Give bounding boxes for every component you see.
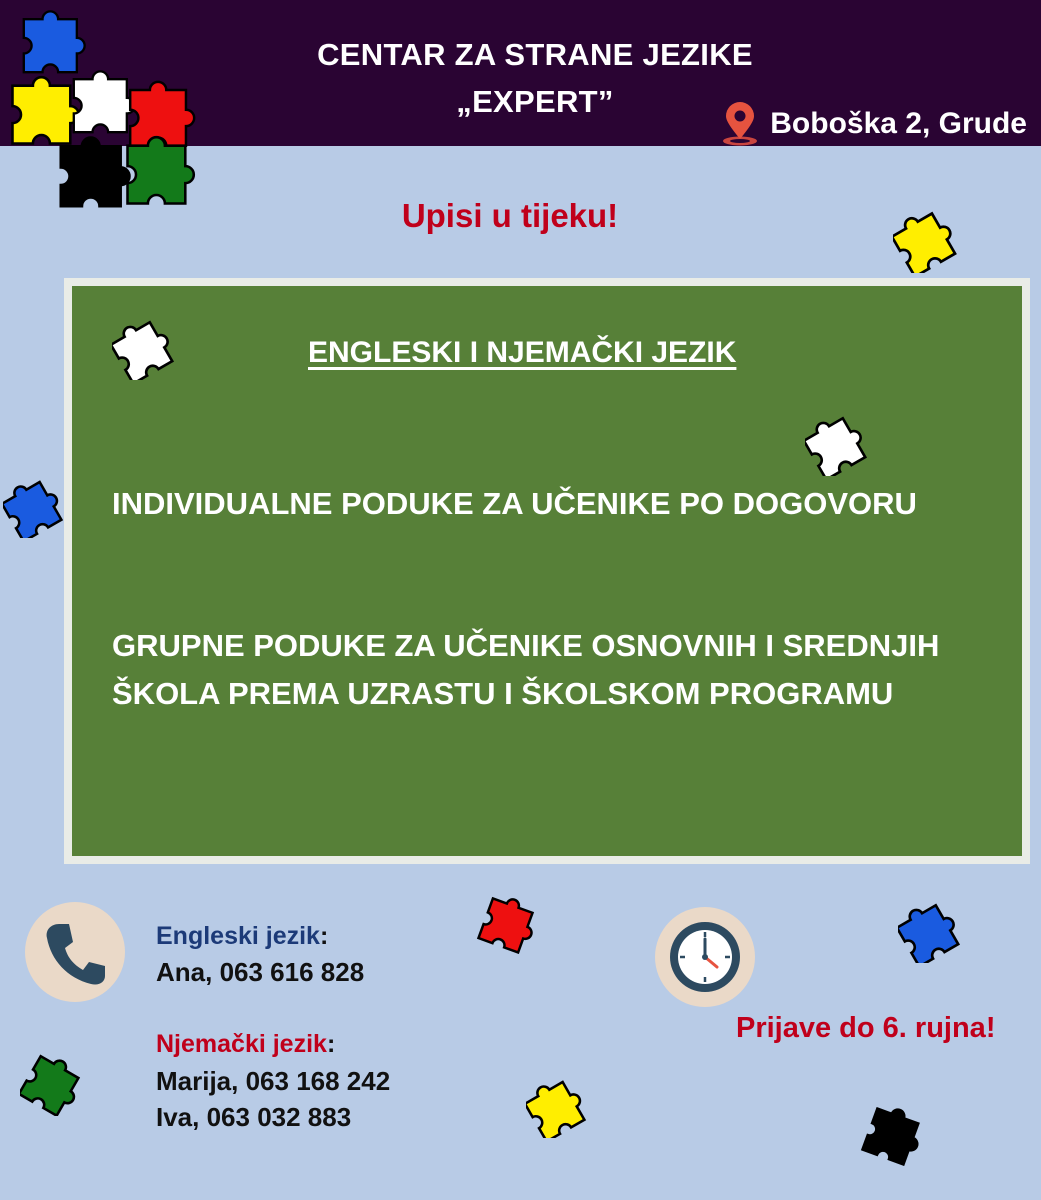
german-contact-2: Iva, 063 032 883 — [156, 1102, 352, 1132]
group-lessons-text-cont: ŠKOLA PREMA UZRASTU I ŠKOLSKOM PROGRAMU — [112, 676, 894, 711]
address — [720, 102, 1027, 146]
puzzle-piece-icon — [526, 1074, 590, 1138]
brand-name: „EXPERT” — [456, 84, 614, 119]
english-contact: Ana, 063 616 828 — [156, 957, 365, 987]
puzzle-piece-icon — [893, 205, 961, 273]
puzzle-piece-icon — [3, 474, 67, 538]
clock-badge — [655, 907, 755, 1007]
puzzle-piece-icon — [476, 892, 542, 954]
english-label-colon: : — [319, 922, 329, 950]
puzzle-piece-icon — [805, 410, 871, 476]
board-panel — [72, 286, 1022, 856]
phone-icon — [25, 902, 125, 1002]
deadline-text: Prijave do 6. rujna! — [736, 1012, 996, 1044]
clock-icon — [655, 907, 755, 1007]
puzzle-pieces-logo — [4, 2, 204, 217]
german-label: Njemački jezik — [156, 1030, 327, 1058]
individual-lessons-text: INDIVIDUALNE PODUKE ZA UČENIKE PO DOGOVORU — [112, 486, 917, 521]
enrollment-banner: Upisi u tijeku! — [401, 197, 619, 234]
puzzle-piece-icon — [898, 897, 964, 963]
german-label-wrap — [156, 1030, 335, 1059]
info-board — [64, 278, 1030, 864]
german-label-colon: : — [326, 1030, 336, 1058]
puzzle-piece-icon — [112, 314, 178, 380]
page-title: CENTAR ZA STRANE JEZIKE — [317, 37, 753, 72]
english-label-wrap — [156, 922, 328, 951]
address-text: Boboška 2, Grude — [770, 107, 1027, 140]
puzzle-piece-icon — [860, 1102, 928, 1166]
board-title: ENGLESKI I NJEMAČKI JEZIK — [308, 336, 737, 369]
german-contact-1: Marija, 063 168 242 — [156, 1066, 391, 1096]
phone-badge — [25, 902, 125, 1002]
puzzle-piece-icon — [20, 1052, 84, 1116]
location-pin-icon — [720, 102, 760, 146]
english-label: Engleski jezik — [156, 922, 320, 950]
group-lessons-text: GRUPNE PODUKE ZA UČENIKE OSNOVNIH I SREDNJIH — [112, 628, 940, 663]
